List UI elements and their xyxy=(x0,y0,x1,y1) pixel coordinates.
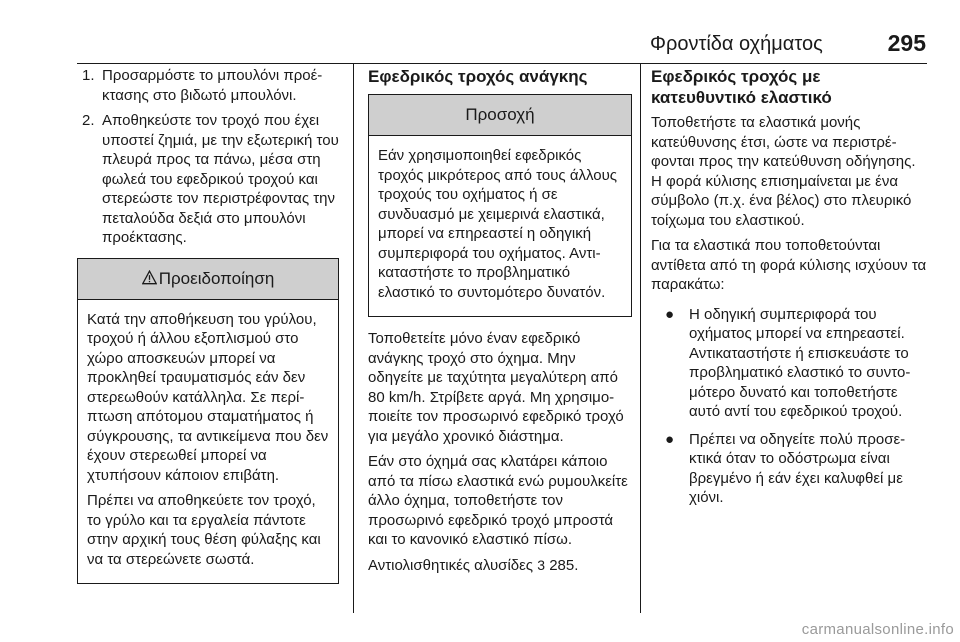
section-body xyxy=(368,329,632,575)
body-paragraph: Τοποθετήστε τα ελαστικά μονής κατεύθυνσης έτσι, ώστε να περιστρέφονται προς την κατεύθυνση οδήγησης. Η φορά κύλισης επισημαίνεται με ένα σύμβολο (π.χ. ένα βέλος) στο πλευρικό τοίχωμα του ελαστικού. xyxy=(651,114,916,229)
column-divider-1 xyxy=(353,63,354,613)
caution-body xyxy=(369,136,631,316)
warning-header xyxy=(78,259,338,300)
page-title: Φροντίδα οχήματος xyxy=(650,33,823,55)
reference-text: Αντιολισθητικές αλυσίδες xyxy=(368,556,534,574)
list-item xyxy=(77,66,339,105)
step-text: Αποθηκεύστε τον τροχό που έχει υποστεί ζημιά, με την εξωτερική του πλευρά προς τα πάνω, μέσα στη φωλεά του εφεδρικού τροχού και στερεώστε τον περιστρέφοντας την πεταλούδα δεξιά στο μπουλόνι προέκτασης. xyxy=(102,112,339,246)
warning-body xyxy=(78,300,338,584)
body-paragraph: Εάν στο όχημά σας κλατάρει κάποιο από τα πίσω ελαστικά ενώ ρυμουλκείτε άλλο όχημα, τοποθετήστε τον προσωρινό εφεδρικό τροχό μπροστά και το κανονικό ελαστικό πίσω. xyxy=(368,453,628,548)
column-3 xyxy=(651,66,929,516)
list-item xyxy=(651,430,929,508)
cross-reference xyxy=(368,556,632,576)
header-divider xyxy=(77,63,927,64)
step-text: Προσαρμόστε το μπουλόνι προέκτασης στο βιδωτό μπουλόνι. xyxy=(102,67,323,104)
bullet-icon: ● xyxy=(665,305,675,323)
caution-header: Προσοχή xyxy=(369,95,631,136)
watermark: carmanualsonline.info xyxy=(801,621,954,638)
steps-list xyxy=(77,66,339,248)
list-item xyxy=(77,111,339,248)
step-number: 1. xyxy=(82,67,95,84)
section-heading: Εφεδρικός τροχός ανάγκης xyxy=(368,67,588,86)
warning-box xyxy=(77,258,339,585)
list-item xyxy=(651,305,929,422)
bullet-list xyxy=(651,305,929,508)
section-heading: Εφεδρικός τροχός με κατευθυντικό ελαστικό xyxy=(651,67,832,107)
body-paragraph: Τοποθετείτε μόνο έναν εφεδρικό ανάγκης τροχό στο όχημα. Μην οδηγείτε με ταχύτητα μεγαλύτερη από 80 km/h. Στρίβετε αργά. Μη χρησιμοποιείτε τον προσωρινό εφεδρικό τροχό για μεγάλο χρονικό διάστημα. xyxy=(368,330,624,445)
warning-triangle-icon xyxy=(142,270,157,285)
warning-title: Προειδοποίηση xyxy=(158,268,275,288)
bullet-text: Η οδηγική συμπεριφορά του οχήματος μπορεί να επηρεαστεί. Αντικαταστήστε ή επισκευάστε το προβληματικό ελαστικό το συντομότερο δυνατό και τοποθετήστε αυτό αντί του εφεδρικού τροχού. xyxy=(689,305,911,420)
column-2 xyxy=(368,66,632,581)
body-paragraph: Για τα ελαστικά που τοποθετούνται αντίθετα από τη φορά κύλισης ισχύουν τα παρακάτω: xyxy=(651,237,927,293)
column-divider-2 xyxy=(640,63,641,613)
caution-paragraph: Εάν χρησιμοποιηθεί εφεδρικός τροχός μικρότερος από τους άλλους τροχούς του οχήματος ή σε συνδυασμό με χειμερινά ελαστικά, μπορεί να επηρεαστεί η οδηγική συμπεριφορά του οχήματος. Αντικαταστήστε το προβληματικό ελαστικό το συντομότερο δυνατόν. xyxy=(378,147,618,301)
caution-box xyxy=(368,94,632,317)
warning-paragraph: Πρέπει να αποθηκεύετε τον τροχό, το γρύλο και τα εργαλεία πάντοτε στην αρχική τους θέση φύλαξης και να τα στερεώνετε σωστά. xyxy=(87,492,321,568)
column-1 xyxy=(77,66,339,584)
bullet-text: Πρέπει να οδηγείτε πολύ προσεκτικά όταν το οδόστρωμα είναι βρεγμένο ή εάν έχει καλυφθεί με χιόνι. xyxy=(689,430,906,506)
reference-page: 285. xyxy=(549,556,579,574)
reference-arrow-icon: 3 xyxy=(537,556,546,573)
bullet-icon: ● xyxy=(665,430,675,448)
warning-paragraph: Κατά την αποθήκευση του γρύλου, τροχού ή άλλου εξοπλισμού στο χώρο αποσκευών μπορεί να προκληθεί τραυματισμός εάν δεν στερεωθούν κατάλληλα. Σε περίπτωση απότομου σταματήματος ή σύγκρουσης, τα αντικείμενα που δεν έχουν στερεωθεί μπορεί να χτυπήσουν κάποιον επιβάτη. xyxy=(87,310,329,484)
page-number: 295 xyxy=(887,30,926,56)
step-number: 2. xyxy=(82,112,95,129)
